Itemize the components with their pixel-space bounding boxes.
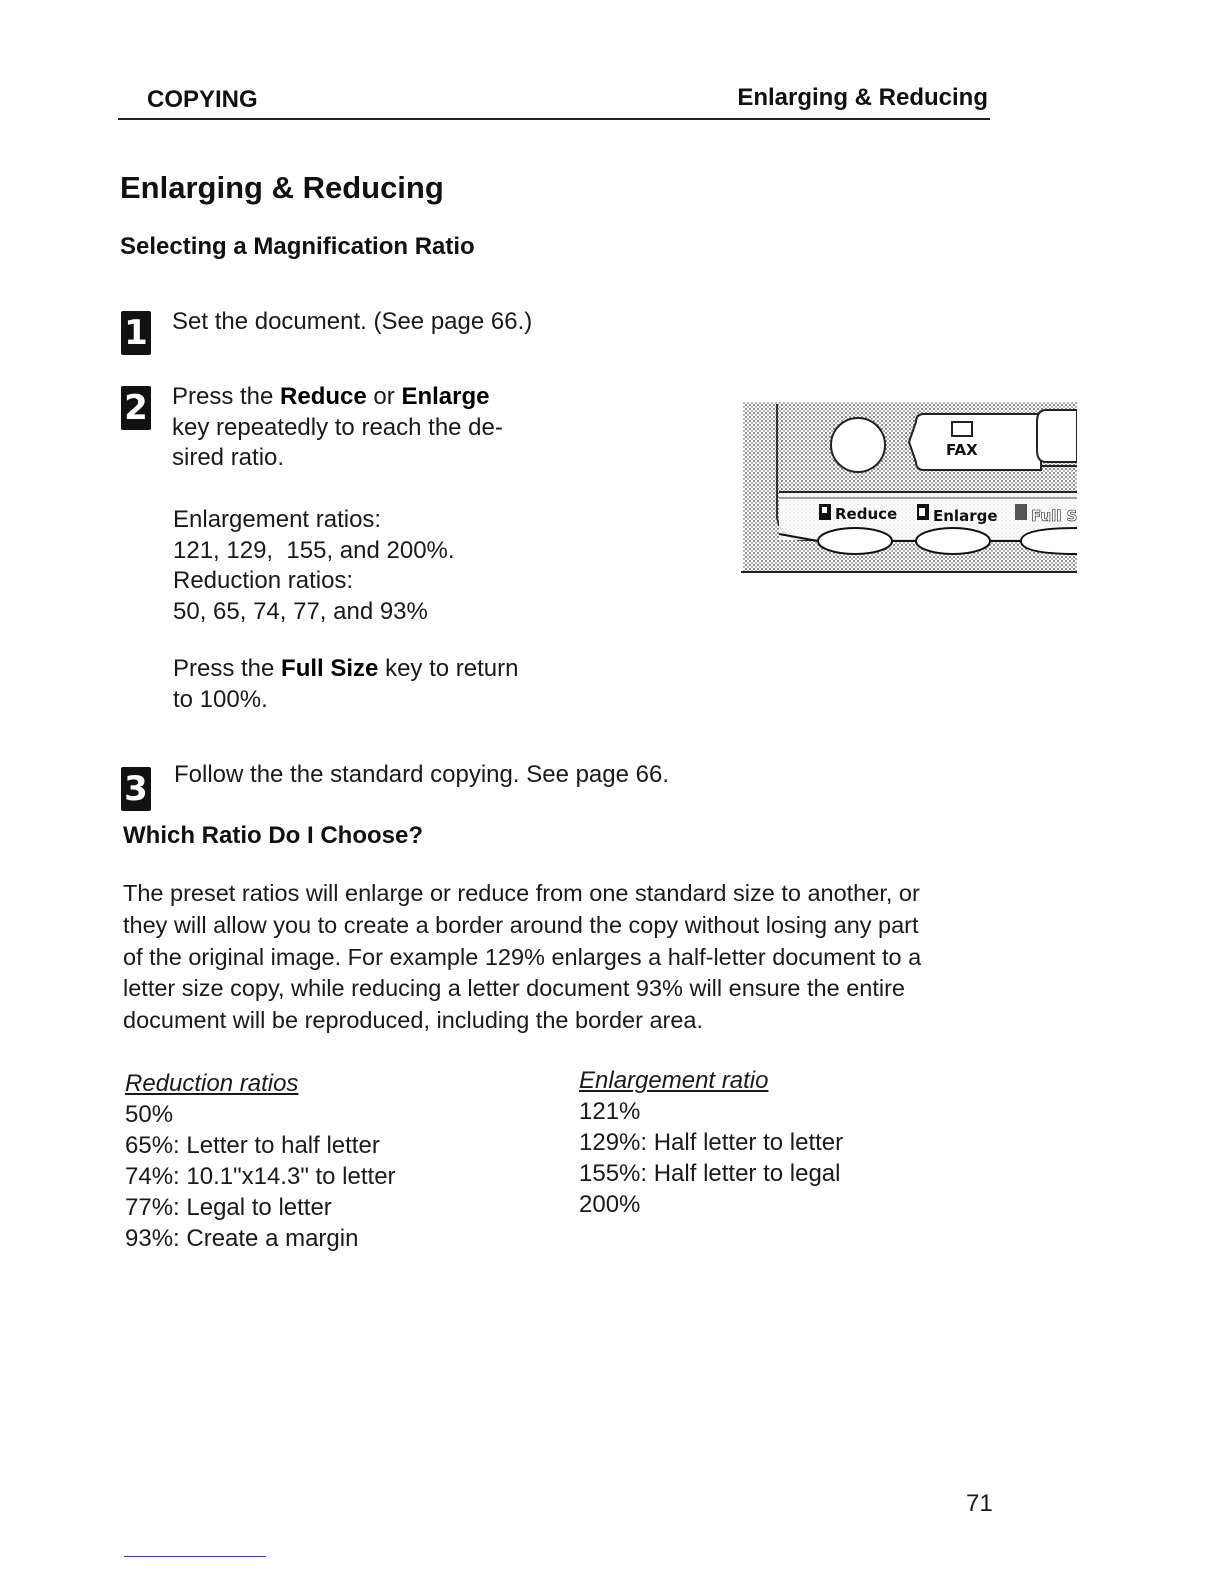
- page-number: 71: [966, 1490, 993, 1517]
- paragraph-line: they will allow you to create a border around the copy without losing any part: [123, 911, 919, 938]
- full-size-key-label: Full Size: [281, 655, 379, 682]
- list-item: 93%: Create a margin: [125, 1225, 359, 1252]
- paragraph-line: of the original image. For example 129% enlarges a half-letter document to a: [123, 943, 922, 970]
- step-3-badge: 3: [121, 767, 151, 811]
- step-2-line-3: sired ratio.: [172, 444, 285, 471]
- enlarge-key: [916, 528, 990, 554]
- enlargement-ratios-table: [579, 1066, 979, 1220]
- list-item: 77%: Legal to letter: [125, 1194, 332, 1221]
- reduction-list: [125, 1099, 545, 1254]
- reduction-ratios-label: Reduction ratios:: [173, 567, 354, 594]
- ratio-explanation-paragraph: [123, 878, 993, 1037]
- enlargement-list: [579, 1096, 979, 1220]
- panel-reduce-label: Reduce: [835, 505, 898, 523]
- step-2-line-2: key repeatedly to reach the de-: [172, 413, 503, 441]
- round-key-icon: [831, 418, 885, 472]
- list-item: 121%: [579, 1098, 641, 1125]
- header-topic: Enlarging & Reducing: [737, 84, 988, 111]
- section-subtitle-selecting: Selecting a Magnification Ratio: [120, 233, 475, 260]
- list-item: 65%: Letter to half letter: [125, 1132, 380, 1159]
- panel-enlarge-label: Enlarge: [933, 507, 998, 525]
- operation-panel-illustration: [741, 400, 1077, 575]
- header-section: COPYING: [147, 86, 258, 113]
- enlargement-ratios-label: Enlargement ratios:: [173, 506, 382, 533]
- step-2-badge: 2: [121, 386, 151, 430]
- reduction-ratios-table: [125, 1069, 545, 1254]
- enlargement-table-title: Enlargement ratio: [579, 1067, 769, 1094]
- full-size-icon: [1015, 504, 1027, 520]
- footer-rule: [124, 1556, 266, 1557]
- reduction-table-title: Reduction ratios: [125, 1070, 299, 1097]
- list-item: 129%: Half letter to letter: [579, 1129, 844, 1156]
- section-subtitle-which-ratio: Which Ratio Do I Choose?: [123, 822, 423, 849]
- step-3-text: Follow the the standard copying. See page 66.: [174, 761, 669, 788]
- ratios-summary: [173, 505, 455, 627]
- list-item: 50%: [125, 1101, 174, 1128]
- step-1-badge: 1: [121, 311, 151, 355]
- enlarge-key-label: Enlarge: [401, 383, 490, 410]
- full-size-note: [173, 654, 518, 715]
- fax-label: FAX: [946, 441, 978, 459]
- enlargement-ratios-values: 121, 129, 155, and 200%.: [173, 536, 455, 564]
- panel-fullsize-label: Full S: [1031, 507, 1077, 525]
- reduction-ratios-values: 50, 65, 74, 77, and 93%: [173, 597, 428, 625]
- full-size-note-line-2: to 100%.: [173, 685, 268, 713]
- step-2-line-1: Press the Reduce or Enlarge: [172, 383, 490, 410]
- list-item: 200%: [579, 1191, 641, 1218]
- page-title: Enlarging & Reducing: [120, 170, 444, 205]
- list-item: 74%: 10.1"x14.3" to letter: [125, 1163, 396, 1190]
- list-item: 155%: Half letter to legal: [579, 1160, 841, 1187]
- paragraph-line: The preset ratios will enlarge or reduce from one standard size to another, or: [123, 880, 920, 906]
- step-2-text: [172, 382, 552, 474]
- reduce-key: [818, 528, 892, 554]
- paragraph-line: letter size copy, while reducing a letter document 93% will ensure the entire: [123, 975, 905, 1002]
- reduce-key-label: Reduce: [280, 383, 367, 410]
- full-size-note-line-1: Press the Full Size key to return: [173, 655, 519, 682]
- step-1-text: Set the document. (See page 66.): [172, 308, 533, 335]
- paragraph-line: document will be reproduced, including the border area.: [123, 1007, 704, 1034]
- header-rule: [118, 118, 990, 120]
- operation-panel-svg: [741, 400, 1077, 575]
